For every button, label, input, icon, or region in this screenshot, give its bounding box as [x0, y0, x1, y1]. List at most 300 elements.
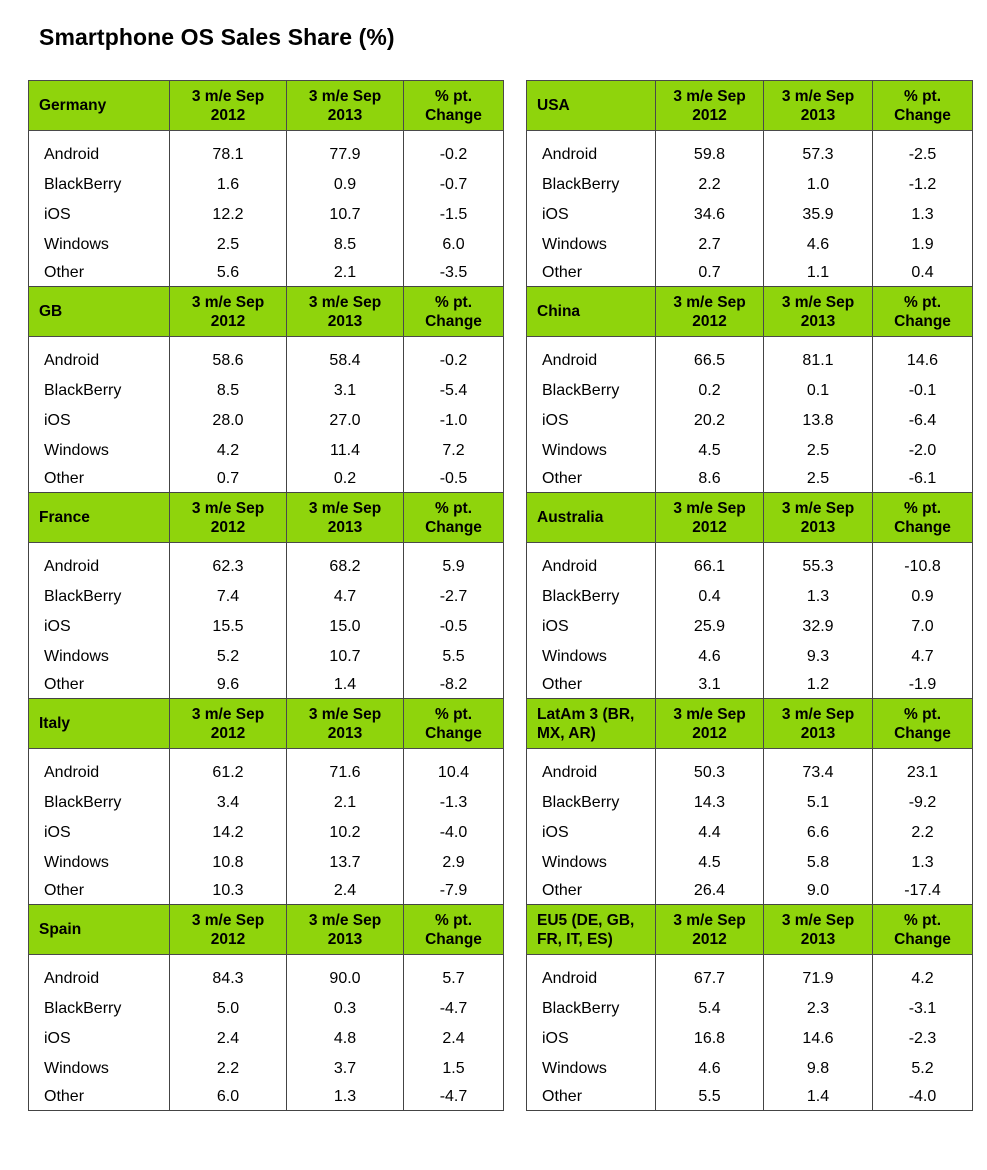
value-2012: 16.8	[656, 1024, 764, 1054]
value-2013: 58.4	[287, 337, 404, 377]
table-row	[527, 436, 973, 466]
left-column	[28, 80, 503, 1111]
pct-change: -0.1	[873, 376, 973, 406]
os-name: Android	[29, 543, 170, 583]
pct-change: -4.0	[404, 818, 504, 848]
value-2012: 4.4	[656, 818, 764, 848]
value-2013: 15.0	[287, 612, 404, 642]
column-header	[873, 81, 973, 131]
value-2012: 28.0	[170, 406, 287, 436]
os-name: Android	[29, 749, 170, 789]
value-2013: 2.1	[287, 260, 404, 287]
value-2012: 3.4	[170, 788, 287, 818]
column-header-line: 3 m/e Sep	[308, 705, 382, 723]
value-2012: 4.2	[170, 436, 287, 466]
right-column	[526, 80, 972, 1111]
os-name: Windows	[527, 642, 656, 672]
pct-change: -9.2	[873, 788, 973, 818]
pct-change: 2.4	[404, 1024, 504, 1054]
table-row	[29, 1024, 504, 1054]
table-row	[29, 543, 504, 583]
table-row	[29, 1084, 504, 1111]
region-table-latam-3-br-mx-ar	[526, 699, 973, 905]
value-2012: 14.2	[170, 818, 287, 848]
value-2013: 10.2	[287, 818, 404, 848]
table-row	[29, 170, 504, 200]
value-2013: 6.6	[764, 818, 873, 848]
value-2012: 2.2	[170, 1054, 287, 1084]
page-title: Smartphone OS Sales Share (%)	[39, 24, 395, 50]
pct-change: -4.7	[404, 1084, 504, 1111]
pct-change: 7.0	[873, 612, 973, 642]
table-row	[29, 994, 504, 1024]
pct-change: -4.7	[404, 994, 504, 1024]
table-row	[527, 994, 973, 1024]
value-2013: 10.7	[287, 642, 404, 672]
os-name: iOS	[527, 818, 656, 848]
value-2012: 34.6	[656, 200, 764, 230]
value-2012: 10.3	[170, 878, 287, 905]
value-2012: 20.2	[656, 406, 764, 436]
column-header	[170, 287, 287, 337]
os-name: Android	[527, 337, 656, 377]
region-name: France	[29, 493, 170, 543]
table-row	[527, 170, 973, 200]
column-header-line: Change	[425, 312, 482, 330]
column-header	[764, 493, 873, 543]
region-table-china	[526, 287, 973, 493]
column-header	[287, 81, 404, 131]
value-2013: 1.0	[764, 170, 873, 200]
region-table-germany	[28, 80, 504, 287]
region-table-eu5-de-gb-fr-it-es	[526, 905, 973, 1111]
value-2012: 0.7	[656, 260, 764, 287]
value-2013: 57.3	[764, 131, 873, 171]
column-header-line: 3 m/e Sep	[191, 705, 265, 723]
pct-change: 2.2	[873, 818, 973, 848]
value-2012: 2.5	[170, 230, 287, 260]
table-row	[29, 612, 504, 642]
os-name: BlackBerry	[527, 582, 656, 612]
column-header	[287, 287, 404, 337]
column-header-line: 3 m/e Sep	[191, 911, 265, 929]
value-2012: 5.6	[170, 260, 287, 287]
column-header-line: 2013	[327, 312, 363, 330]
table-row	[527, 260, 973, 287]
os-name: Other	[527, 878, 656, 905]
os-name: Windows	[29, 1054, 170, 1084]
os-name: Android	[29, 955, 170, 995]
region-name: Australia	[527, 493, 656, 543]
column-header	[656, 81, 764, 131]
table-row	[527, 376, 973, 406]
table-row	[29, 230, 504, 260]
column-header-line: 3 m/e Sep	[191, 293, 265, 311]
region-header-row	[29, 699, 504, 749]
column-header-line: 2013	[327, 930, 363, 948]
os-name: iOS	[29, 612, 170, 642]
column-header	[764, 905, 873, 955]
table-row	[527, 1024, 973, 1054]
value-2012: 2.2	[656, 170, 764, 200]
column-header	[764, 699, 873, 749]
column-header-line: Change	[425, 106, 482, 124]
column-header-line: % pt.	[434, 499, 473, 517]
os-name: Android	[527, 131, 656, 171]
region-table-australia	[526, 493, 973, 699]
column-header	[287, 905, 404, 955]
value-2012: 4.5	[656, 436, 764, 466]
table-row	[527, 788, 973, 818]
os-name: Android	[29, 131, 170, 171]
pct-change: 1.3	[873, 200, 973, 230]
table-row	[527, 818, 973, 848]
column-header-line: 3 m/e Sep	[781, 293, 855, 311]
table-row	[527, 543, 973, 583]
value-2013: 0.3	[287, 994, 404, 1024]
column-header-line: Change	[425, 930, 482, 948]
column-header-line: 2013	[800, 518, 836, 536]
value-2013: 4.7	[287, 582, 404, 612]
value-2013: 2.5	[764, 466, 873, 493]
value-2013: 13.7	[287, 848, 404, 878]
column-header-line: % pt.	[903, 911, 942, 929]
value-2013: 9.8	[764, 1054, 873, 1084]
pct-change: -1.0	[404, 406, 504, 436]
region-name: LatAm 3 (BR, MX, AR)	[527, 699, 656, 749]
column-header	[764, 287, 873, 337]
column-header	[404, 493, 504, 543]
value-2012: 6.0	[170, 1084, 287, 1111]
value-2013: 9.0	[764, 878, 873, 905]
value-2012: 59.8	[656, 131, 764, 171]
column-header-line: 2013	[327, 518, 363, 536]
column-header-line: 2012	[210, 106, 246, 124]
pct-change: 14.6	[873, 337, 973, 377]
os-name: Other	[29, 466, 170, 493]
table-row	[527, 230, 973, 260]
value-2013: 71.9	[764, 955, 873, 995]
column-header-line: Change	[894, 312, 951, 330]
value-2012: 8.5	[170, 376, 287, 406]
pct-change: 5.2	[873, 1054, 973, 1084]
column-header-line: 2012	[692, 312, 727, 330]
value-2013: 90.0	[287, 955, 404, 995]
table-row	[527, 642, 973, 672]
pct-change: -1.3	[404, 788, 504, 818]
table-row	[527, 848, 973, 878]
os-name: Windows	[29, 230, 170, 260]
pct-change: 0.9	[873, 582, 973, 612]
value-2013: 77.9	[287, 131, 404, 171]
region-table-usa	[526, 80, 973, 287]
value-2013: 1.1	[764, 260, 873, 287]
region-header-row	[29, 905, 504, 955]
column-header	[170, 905, 287, 955]
pct-change: -0.2	[404, 131, 504, 171]
column-header	[170, 81, 287, 131]
value-2012: 12.2	[170, 200, 287, 230]
value-2013: 35.9	[764, 200, 873, 230]
column-header-line: 2013	[800, 312, 836, 330]
value-2012: 3.1	[656, 672, 764, 699]
column-header-line: 3 m/e Sep	[673, 911, 746, 929]
value-2012: 5.0	[170, 994, 287, 1024]
table-row	[527, 878, 973, 905]
column-header	[404, 287, 504, 337]
column-header	[287, 493, 404, 543]
value-2012: 15.5	[170, 612, 287, 642]
value-2013: 10.7	[287, 200, 404, 230]
value-2013: 71.6	[287, 749, 404, 789]
column-header-line: 2012	[210, 930, 246, 948]
column-header-line: % pt.	[903, 705, 942, 723]
column-header	[170, 493, 287, 543]
column-header-line: 2013	[327, 106, 363, 124]
table-row	[527, 1084, 973, 1111]
column-header	[873, 699, 973, 749]
pct-change: 1.5	[404, 1054, 504, 1084]
column-header-line: % pt.	[903, 87, 942, 105]
os-name: BlackBerry	[527, 994, 656, 1024]
column-header-line: 3 m/e Sep	[308, 87, 382, 105]
region-header-row	[29, 287, 504, 337]
table-row	[29, 406, 504, 436]
pct-change: -2.5	[873, 131, 973, 171]
pct-change: -5.4	[404, 376, 504, 406]
column-header-line: Change	[894, 106, 951, 124]
value-2012: 10.8	[170, 848, 287, 878]
column-header	[656, 905, 764, 955]
os-name: iOS	[29, 818, 170, 848]
value-2013: 2.5	[764, 436, 873, 466]
region-name: GB	[29, 287, 170, 337]
value-2013: 2.4	[287, 878, 404, 905]
value-2013: 0.9	[287, 170, 404, 200]
os-name: BlackBerry	[527, 376, 656, 406]
os-name: Windows	[527, 436, 656, 466]
table-row	[29, 642, 504, 672]
pct-change: -4.0	[873, 1084, 973, 1111]
pct-change: 0.4	[873, 260, 973, 287]
column-header-line: % pt.	[903, 293, 942, 311]
value-2012: 2.7	[656, 230, 764, 260]
column-header	[656, 699, 764, 749]
table-row	[29, 131, 504, 171]
column-header-line: 2012	[692, 106, 727, 124]
table-row	[29, 260, 504, 287]
os-name: Other	[29, 260, 170, 287]
os-name: iOS	[29, 406, 170, 436]
region-name: China	[527, 287, 656, 337]
os-name: Android	[527, 749, 656, 789]
region-header-row	[527, 493, 973, 543]
value-2012: 26.4	[656, 878, 764, 905]
pct-change: 4.7	[873, 642, 973, 672]
column-header	[873, 905, 973, 955]
column-header-line: 3 m/e Sep	[308, 911, 382, 929]
region-header-row	[527, 699, 973, 749]
os-name: Android	[527, 955, 656, 995]
column-header-line: 3 m/e Sep	[781, 87, 855, 105]
pct-change: 6.0	[404, 230, 504, 260]
column-header	[170, 699, 287, 749]
pct-change: 23.1	[873, 749, 973, 789]
column-header-line: 3 m/e Sep	[673, 499, 746, 517]
pct-change: -10.8	[873, 543, 973, 583]
column-header	[404, 699, 504, 749]
value-2012: 1.6	[170, 170, 287, 200]
table-row	[29, 436, 504, 466]
column-header-line: 3 m/e Sep	[191, 87, 265, 105]
value-2012: 0.4	[656, 582, 764, 612]
table-row	[29, 818, 504, 848]
table-row	[527, 406, 973, 436]
table-row	[527, 672, 973, 699]
os-name: Android	[29, 337, 170, 377]
region-header-row	[527, 81, 973, 131]
value-2013: 81.1	[764, 337, 873, 377]
column-header-line: 2012	[210, 312, 246, 330]
os-name: BlackBerry	[527, 170, 656, 200]
pct-change: -6.4	[873, 406, 973, 436]
value-2012: 25.9	[656, 612, 764, 642]
region-table-france	[28, 493, 504, 699]
table-row	[29, 878, 504, 905]
pct-change: -3.5	[404, 260, 504, 287]
column-header	[656, 493, 764, 543]
os-name: Windows	[527, 848, 656, 878]
column-header-line: 3 m/e Sep	[308, 499, 382, 517]
region-header-row	[527, 287, 973, 337]
table-row	[527, 1054, 973, 1084]
value-2012: 14.3	[656, 788, 764, 818]
value-2013: 13.8	[764, 406, 873, 436]
value-2013: 4.6	[764, 230, 873, 260]
value-2012: 4.6	[656, 1054, 764, 1084]
column-header-line: 2012	[210, 724, 246, 742]
column-header-line: % pt.	[903, 499, 942, 517]
pct-change: -0.5	[404, 466, 504, 493]
value-2012: 5.4	[656, 994, 764, 1024]
value-2013: 27.0	[287, 406, 404, 436]
value-2012: 4.6	[656, 642, 764, 672]
value-2013: 2.1	[287, 788, 404, 818]
region-table-italy	[28, 699, 504, 905]
value-2013: 1.3	[287, 1084, 404, 1111]
pct-change: -2.0	[873, 436, 973, 466]
pct-change: -1.9	[873, 672, 973, 699]
pct-change: -7.9	[404, 878, 504, 905]
column-header-line: 3 m/e Sep	[781, 499, 855, 517]
column-header-line: 2013	[800, 724, 836, 742]
column-header-line: % pt.	[434, 911, 473, 929]
table-row	[527, 955, 973, 995]
value-2012: 9.6	[170, 672, 287, 699]
column-header-line: % pt.	[434, 705, 473, 723]
region-table-gb	[28, 287, 504, 493]
os-name: Windows	[29, 642, 170, 672]
os-name: iOS	[527, 1024, 656, 1054]
os-name: Windows	[527, 1054, 656, 1084]
os-name: Other	[29, 672, 170, 699]
column-header	[764, 81, 873, 131]
pct-change: -2.3	[873, 1024, 973, 1054]
table-row	[527, 612, 973, 642]
value-2012: 50.3	[656, 749, 764, 789]
pct-change: -8.2	[404, 672, 504, 699]
value-2012: 61.2	[170, 749, 287, 789]
table-row	[29, 848, 504, 878]
pct-change: -2.7	[404, 582, 504, 612]
value-2013: 9.3	[764, 642, 873, 672]
column-header-line: 3 m/e Sep	[673, 705, 746, 723]
os-name: BlackBerry	[29, 788, 170, 818]
value-2013: 3.1	[287, 376, 404, 406]
region-table-spain	[28, 905, 504, 1111]
column-header	[656, 287, 764, 337]
region-name: EU5 (DE, GB, FR, IT, ES)	[527, 905, 656, 955]
value-2012: 62.3	[170, 543, 287, 583]
table-row	[29, 466, 504, 493]
pct-change: 10.4	[404, 749, 504, 789]
pct-change: 5.7	[404, 955, 504, 995]
column-header-line: 2013	[800, 930, 836, 948]
value-2013: 8.5	[287, 230, 404, 260]
table-row	[527, 466, 973, 493]
value-2013: 14.6	[764, 1024, 873, 1054]
os-name: iOS	[29, 200, 170, 230]
column-header-line: 2013	[327, 724, 363, 742]
os-name: Other	[527, 672, 656, 699]
column-header-line: 3 m/e Sep	[308, 293, 382, 311]
value-2013: 4.8	[287, 1024, 404, 1054]
value-2012: 58.6	[170, 337, 287, 377]
os-name: BlackBerry	[29, 582, 170, 612]
value-2012: 4.5	[656, 848, 764, 878]
os-name: Windows	[29, 436, 170, 466]
value-2012: 7.4	[170, 582, 287, 612]
pct-change: -0.2	[404, 337, 504, 377]
pct-change: -3.1	[873, 994, 973, 1024]
column-header-line: 2012	[692, 518, 727, 536]
column-header	[873, 493, 973, 543]
region-name: Germany	[29, 81, 170, 131]
value-2013: 32.9	[764, 612, 873, 642]
os-name: BlackBerry	[29, 994, 170, 1024]
table-row	[527, 337, 973, 377]
column-header	[873, 287, 973, 337]
table-row	[29, 337, 504, 377]
pct-change: 1.3	[873, 848, 973, 878]
column-header-line: 3 m/e Sep	[673, 87, 746, 105]
table-row	[29, 1054, 504, 1084]
column-header-line: % pt.	[434, 293, 473, 311]
value-2013: 1.4	[287, 672, 404, 699]
value-2013: 0.2	[287, 466, 404, 493]
value-2013: 68.2	[287, 543, 404, 583]
column-header-line: Change	[425, 518, 482, 536]
region-name: Italy	[29, 699, 170, 749]
value-2013: 5.8	[764, 848, 873, 878]
value-2012: 67.7	[656, 955, 764, 995]
table-row	[527, 582, 973, 612]
region-header-row	[29, 493, 504, 543]
value-2013: 1.4	[764, 1084, 873, 1111]
region-name: Spain	[29, 905, 170, 955]
value-2013: 1.2	[764, 672, 873, 699]
region-header-row	[527, 905, 973, 955]
